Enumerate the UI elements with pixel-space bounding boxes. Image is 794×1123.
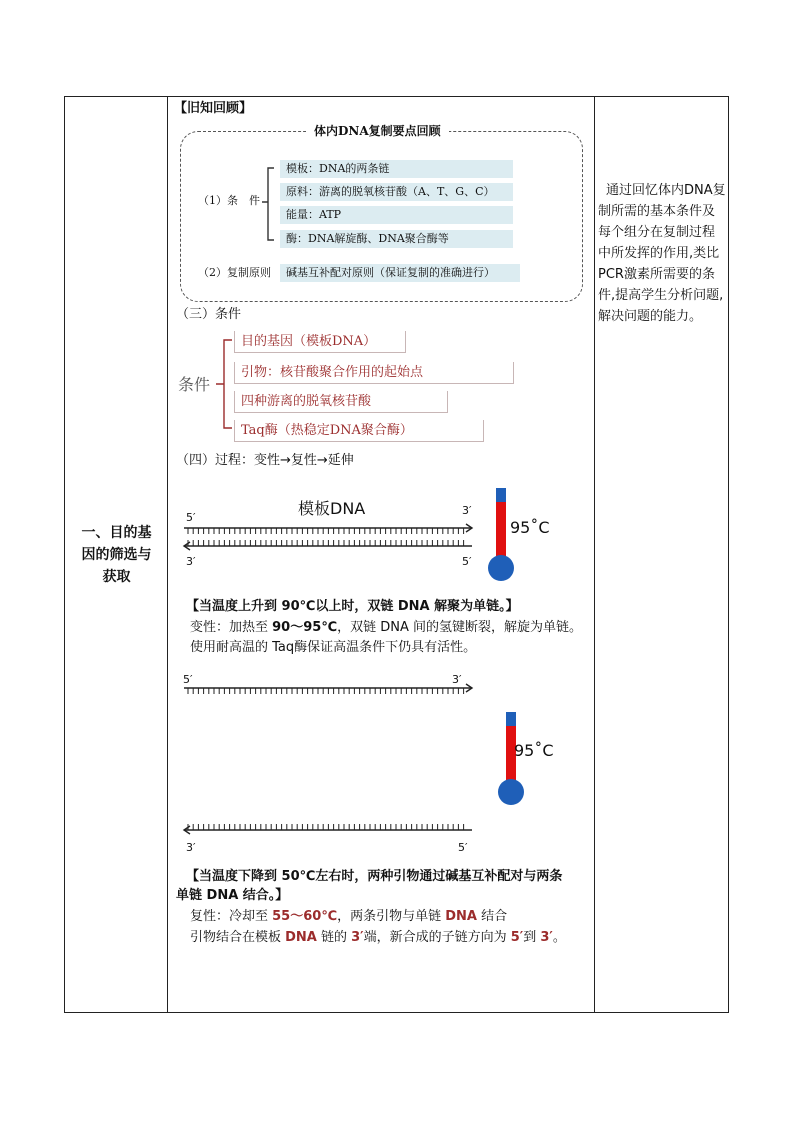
recap-item: 酶：DNA解旋酶、DNA聚合酶等	[280, 230, 513, 248]
temperature-label: 95˚C	[510, 518, 550, 537]
anneal-direction: 引物结合在模板 DNA 链的 3′端，新合成的子链方向为 5′到 3′。	[190, 930, 566, 945]
review-header: 【旧知回顾】	[174, 101, 253, 116]
recap-item: 原料：游离的脱氧核苷酸（A、T、G、C）	[280, 183, 513, 201]
condition-item: 目的基因（模板DNA）	[234, 331, 406, 353]
anneal-note-2: 单链 DNA 结合。】	[176, 888, 289, 903]
conditions-heading: （三）条件	[176, 307, 242, 322]
denature-note: 【当温度上升到 90℃以上时，双链 DNA 解聚为单链。】	[186, 599, 519, 614]
condition-item: 四种游离的脱氧核苷酸	[234, 391, 448, 413]
recap-principle-label: （2）复制原则	[198, 266, 271, 279]
table-border-right	[728, 96, 729, 1013]
recap-item: 能量：ATP	[280, 206, 513, 224]
table-divider-2	[594, 96, 595, 1013]
strand-label: 5′	[186, 511, 196, 524]
condition-item: Taq酶（热稳定DNA聚合酶）	[234, 420, 484, 442]
dna-double-strand	[182, 520, 482, 560]
process-heading: （四）过程：变性→复性→延伸	[176, 453, 354, 468]
temperature-label: 95˚C	[514, 741, 554, 760]
condition-item: 引物：核苷酸聚合作用的起始点	[234, 362, 514, 384]
recap-bracket	[262, 162, 282, 252]
dna-single-strand	[182, 818, 482, 838]
recap-principle: 碱基互补配对原则（保证复制的准确进行）	[280, 264, 520, 282]
strand-label: 5′	[183, 673, 193, 686]
recap-cond-label: （1）条 件	[198, 194, 260, 207]
strand-label: 3′	[186, 555, 196, 568]
strand-label: 3′	[452, 673, 462, 686]
dna-title: 模板DNA	[298, 499, 366, 518]
strand-label: 5′	[462, 555, 472, 568]
anneal-note: 【当温度下降到 50℃左右时，两种引物通过碱基互补配对与两条	[186, 869, 563, 884]
anneal-step: 复性：冷却至 55～60℃，两条引物与单链 DNA 结合	[190, 909, 508, 924]
conditions-label: 条件	[178, 375, 211, 394]
strand-label: 5′	[458, 841, 468, 854]
thermometer-icon	[494, 710, 534, 810]
denature-step: 变性：加热至 90～95℃，双链 DNA 间的氢键断裂，解旋为单链。	[190, 620, 582, 635]
strand-label: 3′	[462, 504, 472, 517]
section-heading: 一、目的基因的筛选与获取	[81, 524, 152, 585]
table-divider-1	[167, 96, 168, 1013]
teaching-note: 通过回忆体内DNA复制所需的基本条件及每个组分在复制过程中所发挥的作用,类比PCR激素所需要的条件,提高学生分析问题,解决问题的能力。	[598, 183, 726, 324]
strand-label: 3′	[186, 841, 196, 854]
denature-note-2: 使用耐高温的 Taq酶保证高温条件下仍具有活性。	[190, 640, 477, 655]
table-border-bottom	[64, 1012, 729, 1013]
recap-item: 模板：DNA的两条链	[280, 160, 513, 178]
recap-title: 体内DNA复制要点回顾	[306, 122, 449, 139]
dna-single-strand	[182, 679, 482, 699]
table-border-left	[64, 96, 65, 1013]
